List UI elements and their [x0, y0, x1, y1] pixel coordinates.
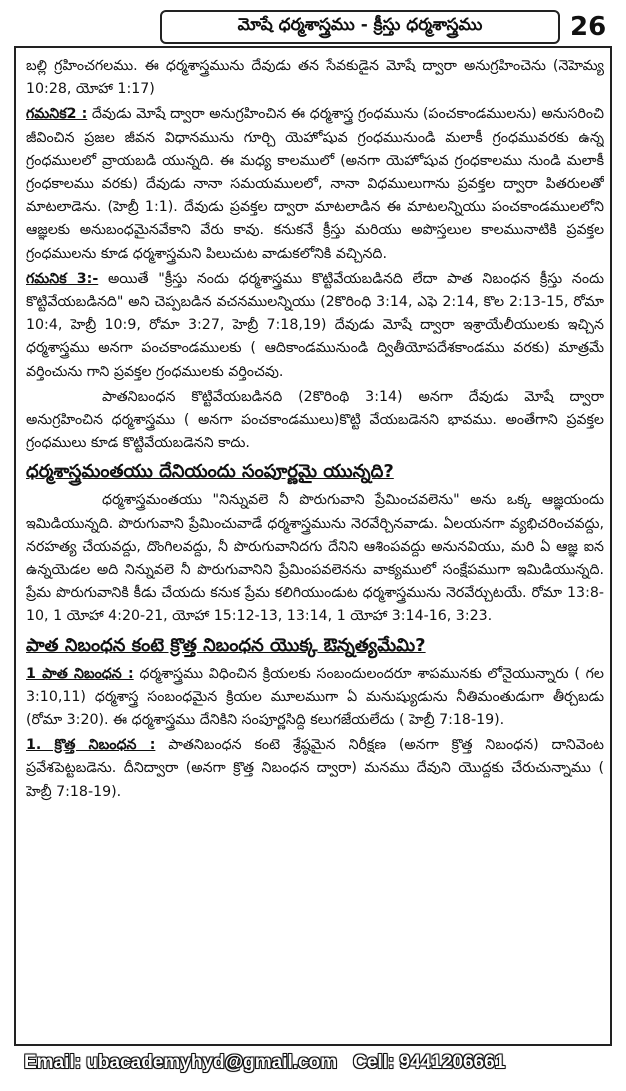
note-3-paragraph: [26, 268, 604, 384]
note-3-text: అయితే "క్రీస్తు నందు ధర్మశాస్త్రము కొట్టివేయబడినది లేదా పాత నిబంధన క్రీస్తు నందు కొట్టివేయబడినది" అని చెప్పబడిన వచనములన్నియు (2కొరింధి 3:14, ఎఫె 2:14, కొల 2:13-15, రోమా 10:4, హెబ్రీ 10:9, రోమా 3:27, హెబ్రీ 7:18,19) దేవుడు మోషే ద్వారా ఇశ్రాయేలీయులకు ఇచ్చిన ధర్మశాస్త్రము అనగా పంచకాండములకు ( ఆదికాండమునుండి ద్వితీయోపదేశకాండము వరకు) మాత్రమే వర్తించును గాని ప్రవక్తల గ్రంధములకు వర్తించవు.: [26, 270, 604, 380]
point-1-label: 1 పాత నిబంధన :: [26, 665, 134, 682]
footer-email: Email: ubacademyhyd@gmail.com: [24, 1052, 338, 1073]
love-paragraph: ధర్మశాస్త్రమంతయు "నిన్నువలె నీ పొరుగువాని ప్రేమించవలెను" అను ఒక్క ఆజ్ఞయందు ఇమిడియున్నది. పొరుగువాని ప్రేమించువాడే ధర్మశాస్త్రమును నెరవేర్చినవాడు. ఏలయనగా వ్యభిచరించవద్దు, నరహత్య చేయవద్దు, దొంగిలవద్దు, నీ పొరుగువానిదగు దేనిని ఆశింపవద్దు అనునవియు, మరి ఏ ఆజ్ఞ ఐన ఉన్నయెడల అది నిన్నువలె నీ పొరుగువానిని ప్రేమింపవలెనను వాక్యములో సంక్షేపముగా ఇమిడియున్నది. ప్రేమ పొరుగువానికి కీడు చేయదు కనుక ప్రేమ కలిగియుండుట ధర్మశాస్త్రమును నెరవేర్చుటయే. రోమా 13:8-10, 1 యోహా 4:20-21, యోహా 15:12-13, 13:14, 1 యోహా 3:14-16, 3:23.: [26, 492, 604, 625]
section-heading-law-fulfilled: ధర్మశాస్త్రమంతయు దేనియందు సంపూర్ణమై యున్నది?: [26, 461, 394, 483]
contact-footer: [24, 1052, 614, 1082]
point-1-paragraph: [26, 663, 604, 733]
page-title: మోషే ధర్మశాస్త్రము - క్రీస్తు ధర్మశాస్త్రము: [237, 15, 483, 35]
note-2-label: గమనిక2 :: [26, 106, 88, 123]
document-body: [26, 55, 604, 1040]
old-covenant-paragraph: పాతనిబంధన కొట్టివేయబడినది (2కొరింథి 3:14) అనగా దేవుడు మోషే ద్వారా అనుగ్రహించిన ధర్మశాస్త్రము ( అనగా పంచకాండములు)కొట్టి వేయబడెనని భావము. అంతేగాని ప్రవక్తల గ్రంధములు కూడ కొట్టివేయబడెనని కాదు.: [26, 388, 604, 452]
intro-paragraph: బల్లి గ్రహించగలము. ఈ ధర్మశాస్త్రమును దేవుడు తన సేవకుడైన మోషే ద్వారా అనుగ్రహించెను (నెహెమ్య 10:28, యోహా 1:17): [26, 58, 604, 98]
note-2-text: దేవుడు మోషే ద్వారా అనుగ్రహించిన ఈ ధర్మశాస్త్ర గ్రంధమును (పంచకాండములను) అనుసరించి జీవించిన ప్రజల జీవన విధానమును గూర్చి యెహోషువ గ్రంధమునుండి మలాకీ గ్రంధమువరకు ఉన్న గ్రంధములలో వ్రాయబడి యున్నది. ఈ మధ్య కాలములో (అనగా యెహోషువ గ్రంధకాలము నుండి మలాకీ గ్రంధకాలము వరకు) దేవుడు నానా సమయములలో, నానా విధములుగాను ప్రవక్తల ద్వారా పితరులతో మాటలాడెను. (హెబ్రీ 1:1). దేవుడు ప్రవక్తల ద్వారా మాటలాడిన ఈ మాటలన్నియు పంచకాండములలోని ఆజ్ఞలకు అనుబంధమైనవేకాని వేరు కావు. కనుకనే క్రీస్తు మరియు అపొస్తలుల కాలమునాటికి ప్రవక్తల గ్రంధములను కూడ ధర్మశాస్త్రమని పిలుచుట వాడుకలోనికి వచ్చినది.: [26, 106, 604, 262]
section-heading-new-covenant: పాత నిబంధన కంటె క్రొత్త నిబంధన యొక్క ఔన్నత్యమేమి?: [26, 634, 426, 656]
note-3-label: గమనిక 3:-: [26, 270, 99, 287]
page-number: 26: [570, 12, 607, 42]
point-2-label: 1. క్రొత్త నిబంధన :: [26, 737, 156, 754]
point-2-text: పాతనిబంధన కంటె శ్రేష్ఠమైన నిరీక్షణ (అనగా క్రొత్త నిబంధన) దానివెంట ప్రవేశపెట్టబడెను. దీనిద్వారా (అనగా క్రొత్త నిబంధన ద్వారా) మనము దేవుని యొద్దకు చేరుచున్నాము ( హెబ్రీ 7:18-19).: [26, 737, 604, 800]
note-2-paragraph: [26, 103, 604, 265]
page-title-box: [160, 10, 560, 44]
footer-cell: Cell: 9441206661: [353, 1052, 506, 1073]
point-1-text: ధర్మశాస్త్రము విధించిన క్రియలకు సంబందులందరూ శాపమునకు లోనైయున్నారు ( గల 3:10,11) ధర్మశాస్త్ర సంబంధమైన క్రియల మూలముగా ఏ మనుష్యుడును నీతిమంతుడుగా తీర్చబడు (రోమా 3:20). ఈ ధర్మశాస్త్రము దేనికిని సంపూర్ణసిద్ది కలుగజేయలేదు ( హెబ్రీ 7:18-19).: [26, 665, 604, 729]
point-2-paragraph: [26, 734, 604, 804]
